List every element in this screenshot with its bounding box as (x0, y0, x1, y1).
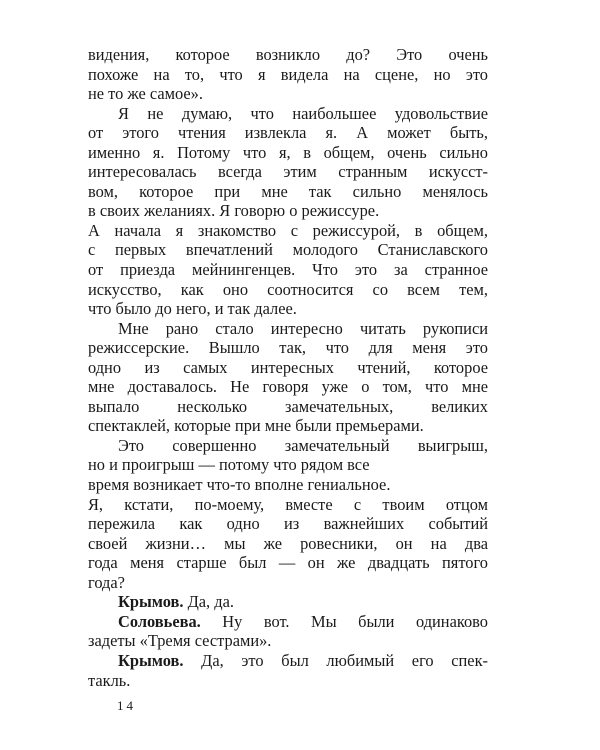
text-line: от этого чтения извлекла я. А может быть, (88, 123, 488, 143)
page-number: 14 (117, 698, 136, 713)
text-line: Я, кстати, по-моему, вместе с твоим отцом (88, 494, 488, 514)
dialogue-block (88, 592, 488, 690)
dialogue-text: такль. (88, 670, 131, 690)
text-line: вом, которое при мне так сильно менялось (88, 181, 488, 201)
text-line: спектаклей, которые при мне были премьерами. (88, 416, 424, 436)
text-line: что было до него, и так далее. (88, 299, 297, 319)
text-line: выпало несколько замечательных, великих (88, 396, 488, 416)
text-line: мне доставалось. Не говоря уже о том, что мне (88, 377, 488, 397)
text-line: Это совершенно замечательный выигрыш, (118, 435, 488, 455)
speaker-name: Крымов. (118, 650, 184, 670)
speaker-name: Крымов. (118, 592, 184, 612)
text-line: от приезда мейнингенцев. Что это за странное (88, 260, 488, 280)
text-line: но и проигрыш — потому что рядом все (88, 455, 370, 475)
text-line: искусство, как оно соотносится со всем тем, (88, 279, 488, 299)
text-line: в своих желаниях. Я говорю о режиссуре. (88, 201, 380, 221)
text-line: одно из самых интересных чтений, которое (88, 357, 488, 377)
text-line: время возникает что-то вполне гениальное. (88, 475, 391, 495)
text-line: интересовалась всегда этим странным искусст- (88, 162, 488, 182)
text-line: года? (88, 572, 125, 592)
dialogue-text: Ну вот. Мы были одинаково (200, 611, 488, 631)
text-line: своей жизни… мы же ровесники, он на два (88, 533, 488, 553)
dialogue-text: Да, это был любимый его спек- (183, 650, 488, 670)
dialogue-line (88, 651, 488, 671)
text-line: года меня старше был — он же двадцать пятого (88, 553, 488, 573)
text-line: пережила как одно из важнейших событий (88, 514, 488, 534)
text-line: с первых впечатлений молодого Станиславского (88, 240, 488, 260)
text-line: именно я. Потому что я, в общем, очень сильно (88, 142, 488, 162)
text-line: похоже на то, что я видела на сцене, но это (88, 64, 488, 84)
text-line: видения, которое возникло до? Это очень (88, 45, 488, 64)
text-line: А начала я знакомство с режиссурой, в общем, (88, 220, 488, 240)
dialogue-text: Да, да. (183, 592, 234, 612)
text-line: Я не думаю, что наибольшее удовольствие (118, 103, 488, 123)
speaker-name: Соловьева. (118, 611, 201, 631)
text-line: Мне рано стало интересно читать рукописи (118, 318, 488, 338)
dialogue-line (88, 592, 488, 612)
dialogue-text: задеты «Тремя сестрами». (88, 631, 272, 651)
prose-paragraphs (88, 45, 488, 592)
text-line: режиссерские. Вышло так, что для меня это (88, 338, 488, 358)
dialogue-line (88, 631, 488, 651)
dialogue-line (88, 612, 488, 632)
dialogue-line (88, 671, 488, 691)
body-text (88, 45, 488, 690)
text-line: не то же самое». (88, 84, 203, 104)
